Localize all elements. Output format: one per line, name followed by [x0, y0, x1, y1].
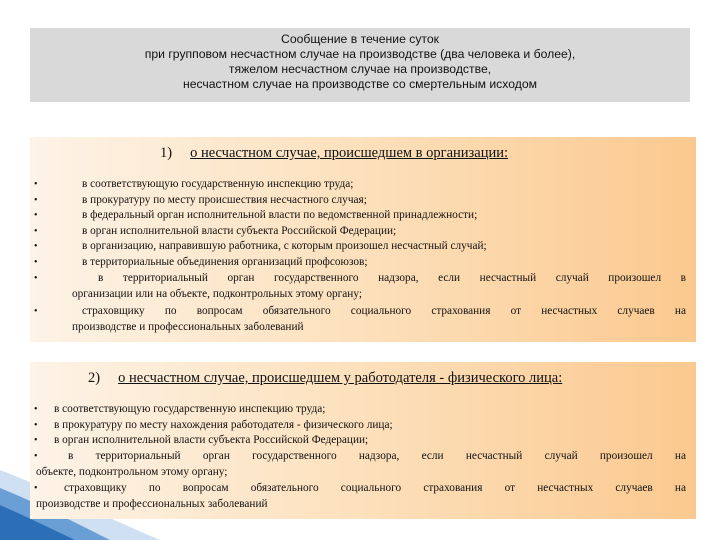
bullet-icon: • — [34, 420, 38, 431]
section-1-title — [160, 145, 508, 162]
section-2-heading: о несчастном случае, происшедшем у работодателя - физического лица: — [118, 370, 563, 386]
list-item: в орган исполнительной власти субъекта Российской Федерации; — [82, 225, 397, 237]
list-item: в федеральный орган исполнительной власти по ведомственной принадлежности; — [82, 209, 478, 221]
list-item-continuation: производстве и профессиональных заболеваний — [72, 321, 304, 333]
section-2-title — [88, 370, 562, 387]
bullet-icon: • — [34, 210, 38, 221]
list-item-continuation: производстве и профессиональных заболеваний — [36, 498, 268, 510]
bullet-icon: • — [34, 404, 38, 415]
bullet-icon: • — [34, 483, 38, 494]
list-item: в территориальный орган государственного надзора, если несчастный случай произошел на — [68, 450, 686, 462]
section-1-heading: о несчастном случае, происшедшем в организации: — [190, 145, 509, 161]
bullet-icon: • — [34, 306, 38, 317]
list-item: в организацию, направившую работника, с которым произошел несчастный случай; — [82, 240, 487, 252]
section-employer-panel — [30, 362, 696, 519]
bullet-icon: • — [34, 241, 38, 252]
list-item-continuation: организации или на объекте, подконтрольных этому органу; — [72, 288, 362, 300]
section-organization-panel — [30, 137, 696, 342]
bullet-icon: • — [34, 257, 38, 268]
bullet-icon: • — [34, 435, 38, 446]
bullet-icon: • — [34, 195, 38, 206]
list-item: в соответствующую государственную инспекцию труда; — [54, 403, 326, 415]
header-banner — [30, 28, 690, 102]
list-item: страховщику по вопросам обязательного социального страхования от несчастных случаев на — [64, 482, 686, 494]
list-item-continuation: объекте, подконтрольном этому органу; — [36, 466, 228, 478]
section-1-number: 1) — [160, 145, 173, 161]
header-line-3: тяжелом несчастном случае на производстве, — [228, 62, 492, 76]
header-line-4: несчастном случае на производстве со смертельным исходом — [182, 77, 538, 91]
list-item: в территориальные объединения организаций профсоюзов; — [82, 256, 368, 268]
list-item: в орган исполнительной власти субъекта Российской Федерации; — [54, 434, 369, 446]
list-item: страховщику по вопросам обязательного социального страхования от несчастных случаев на — [82, 305, 686, 317]
section-2-number: 2) — [88, 370, 101, 386]
list-item: в соответствующую государственную инспекцию труда; — [82, 178, 354, 190]
list-item: в прокуратуру по месту нахождения работодателя - физического лица; — [54, 419, 393, 431]
bullet-icon: • — [34, 226, 38, 237]
header-line-2: при групповом несчастном случае на производстве (два человека и более), — [144, 47, 576, 61]
header-line-1: Сообщение в течение суток — [281, 32, 439, 46]
list-item: в прокуратуру по месту происшествия несчастного случая; — [82, 194, 367, 206]
list-item: в территориальный орган государственного надзора, если несчастный случай произошел в — [98, 272, 686, 284]
bullet-icon: • — [34, 179, 38, 190]
bullet-icon: • — [34, 451, 38, 462]
bullet-icon: • — [34, 273, 38, 284]
